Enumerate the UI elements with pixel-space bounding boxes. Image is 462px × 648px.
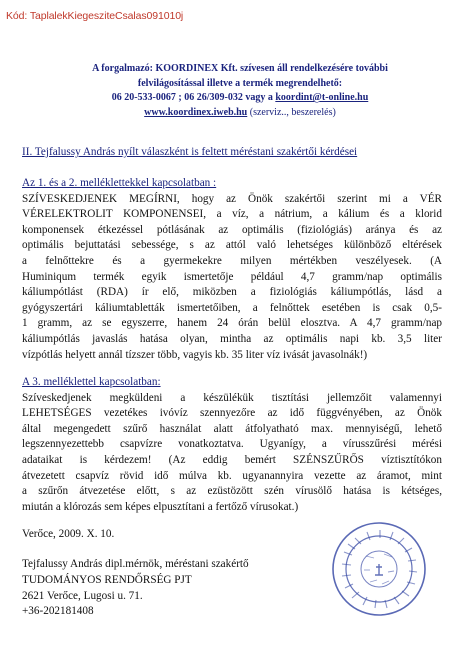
official-stamp — [330, 520, 428, 618]
signature-name: Tejfalussy András dipl.mérnök, méréstani szakértő — [22, 558, 249, 570]
header-line-order-info: felvilágosítással illetve a termék megrendelhető: — [137, 77, 343, 89]
paragraph-line: VÉRELEKTROLIT KOMPONENSEI, a víz, a nátrium, a kálium és a klorid — [22, 208, 442, 221]
paragraph-line: a szűrőn átvezetése előtt, s az ezüstözött szén vírusölő hatása is kétséges, — [22, 485, 442, 498]
paragraph-line: optimális bejuttatási sebessége, s az attól való lehetséges különböző eltérések — [22, 239, 442, 252]
paragraph-line: vízpótlás helyett annál tízszer több, vagyis kb. 35 liter víz ivását javasolnák!) — [22, 348, 368, 361]
paragraph-line: 1 gramm, az se egyszerre, hanem 24 órán belül elosztva. A 4,7 gramm/nap — [22, 317, 442, 330]
paragraph-line: káliumpótlás javaslás hatása olyan, mintha az optimális napi kb. 3,5 liter — [22, 332, 442, 345]
header-website-note: (szerviz.., beszerelés) — [247, 106, 336, 118]
date-line: Verőce, 2009. X. 10. — [22, 528, 115, 540]
block2-subheading: A 3. melléklettel kapcsolatban: — [22, 376, 161, 388]
paragraph-line: SZÍVESKEDJENEK MEGÍRNI, hogy az Önök szakértői szerint mi a VÉR — [22, 192, 442, 205]
document-code-label: Kód: TaplalekKiegesziteCsalas091010j — [6, 10, 184, 22]
paragraph-line: komponensek étkezéssel pótlásának az optimális (fiziológiás) aránya és az — [22, 223, 442, 236]
signature-phone: +36-202181408 — [22, 605, 94, 618]
paragraph-line: miután a klórozás sem képes elpusztítani a fertőző vírusokat.) — [22, 500, 299, 513]
paragraph-line: által megengedett szűrő használat alatt átfolyatható max. mennyiségű, lehető — [22, 422, 442, 435]
signature-organization: TUDOMÁNYOS RENDŐRSÉG PJT — [22, 573, 192, 586]
paragraph-line: káliumpótlást (RDA) ír elő, miközben a fiziológiás káliumpótlás, lásd a — [22, 286, 442, 299]
header-line-distributor: A forgalmazó: KOORDINEX Kft. szívesen áll rendelkezésére további — [92, 63, 388, 74]
signature-address: 2621 Verőce, Lugosi u. 71. — [22, 589, 143, 602]
header-email-link[interactable]: koordint@t-online.hu — [275, 92, 369, 103]
paragraph-line: a felnőttekre és a gyermekekre milyen mértékben veszélyesek. (A — [22, 254, 442, 267]
header-line-website — [40, 106, 440, 121]
distributor-header — [40, 62, 440, 120]
paragraph-line: LEHETSÉGES vezetékes ivóvíz szennyezőre az idő függvényében, az Önök — [22, 407, 442, 420]
paragraph-line: gyógyszertári káliumtabletták ismertetőiben, a felnőttek esetében is csak 0,5- — [22, 301, 442, 314]
paragraph-line: Huminiqum termék egyik ismertetője például 4,7 gramm/nap optimális — [22, 270, 442, 283]
header-website-link[interactable]: www.koordinex.iweb.hu — [144, 106, 248, 118]
paragraph-line: legszennyezettebb csapvízre vonatkoztatva. Ugyanígy, a vírusszűrési mérési — [22, 438, 442, 451]
header-phones: 06 20-533-0067 ; 06 26/309-032 vagy a — [111, 92, 276, 103]
paragraph-line: adataikat is kérdezem! (Az eddig bemért SZÉNSZŰRŐS víztisztítókon — [22, 453, 442, 466]
question-block-2 — [22, 375, 442, 515]
block1-subheading: Az 1. és a 2. melléklettekkel kapcsolatban : — [22, 177, 217, 189]
paragraph-line: Szíveskedjenek megküldeni a készülékük tisztítási jellemzőit valamennyi — [22, 391, 442, 404]
section-title: II. Tejfalussy András nyílt válaszként is feltett méréstani szakértői kérdései — [22, 146, 358, 158]
question-block-1 — [22, 176, 442, 363]
paragraph-line: átvezetett csapvíz rövid idő múlva kb. ugyanannyira vezette az áramot, mint — [22, 469, 442, 482]
header-line-contact — [40, 91, 440, 106]
